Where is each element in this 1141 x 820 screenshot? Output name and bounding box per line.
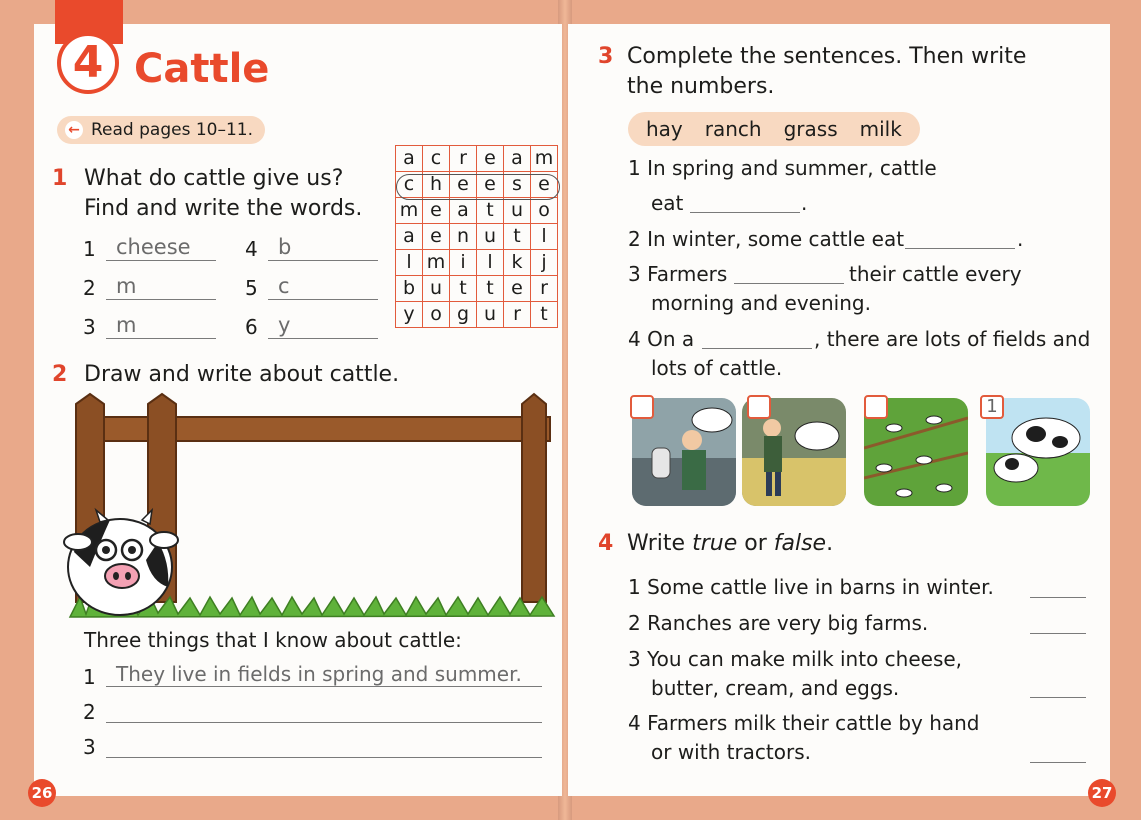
ex3-sentence: eat — [651, 191, 684, 215]
exercise-3-title-line2: the numbers. — [627, 74, 775, 99]
grid-cell: k — [504, 250, 531, 276]
ex4-statement: 4 Farmers milk their cattle by hand — [628, 711, 980, 735]
ex4-title-part: . — [826, 531, 834, 556]
exercise-4-title — [627, 529, 833, 559]
picture-answer-box[interactable]: 1 — [980, 395, 1004, 419]
grid-cell: t — [477, 198, 504, 224]
answer-line — [1030, 597, 1086, 598]
answer-line — [1030, 633, 1086, 634]
ex3-sentence: 4 On a — [628, 327, 695, 351]
grid-cell: a — [396, 224, 423, 250]
three-things-heading: Three things that I know about cattle: — [84, 628, 462, 652]
unit-number: 4 — [72, 37, 104, 88]
grid-row — [396, 198, 558, 224]
grid-cell: u — [477, 224, 504, 250]
ex4-statement: 1 Some cattle live in barns in winter. — [628, 575, 994, 599]
grid-cell: u — [423, 276, 450, 302]
picture-answer-box[interactable] — [630, 395, 654, 419]
grid-cell: e — [504, 276, 531, 302]
grid-row — [396, 224, 558, 250]
picture-answer-box[interactable] — [747, 395, 771, 419]
ex1-item-number: 3 — [83, 315, 96, 339]
answer-line — [106, 757, 542, 758]
ex4-title-false: false — [773, 531, 827, 556]
page-number-right: 27 — [1088, 779, 1116, 807]
grid-cell: r — [531, 276, 558, 302]
ex3-sentence: , there are lots of fields and — [814, 327, 1091, 351]
ex1-answer: m — [116, 313, 137, 337]
grid-cell: l — [396, 250, 423, 276]
unit-title: Cattle — [134, 46, 270, 92]
word-search-grid — [395, 145, 558, 328]
exercise-3-number: 3 — [598, 44, 614, 69]
ex1-answer: m — [116, 274, 137, 298]
unit-number-badge — [57, 32, 119, 94]
ex3-sentence: 3 Farmers — [628, 262, 728, 286]
grid-cell: c — [423, 146, 450, 172]
exercise-3-title-line1: Complete the sentences. Then write — [627, 44, 1027, 69]
grid-cell: o — [423, 302, 450, 328]
answer-line — [702, 348, 812, 349]
grid-cell: e — [450, 172, 477, 198]
answer-line — [734, 283, 844, 284]
picture-answer-box[interactable] — [864, 395, 888, 419]
ex1-answer: c — [278, 274, 290, 298]
answer-line — [106, 722, 542, 723]
grid-cell: m — [531, 146, 558, 172]
ex3-sentence: . — [801, 191, 808, 215]
grid-cell: h — [423, 172, 450, 198]
grid-cell: t — [531, 302, 558, 328]
ex4-statement: 2 Ranches are very big farms. — [628, 611, 929, 635]
grid-cell: e — [423, 198, 450, 224]
ex3-sentence: lots of cattle. — [651, 356, 783, 380]
word-bank-item: hay — [646, 117, 683, 141]
answer-line — [106, 260, 216, 261]
grid-cell: y — [396, 302, 423, 328]
grid-cell: e — [423, 224, 450, 250]
ex3-sentence: 1 In spring and summer, cattle — [628, 156, 937, 180]
answer-line — [1030, 762, 1086, 763]
exercise-2-number: 2 — [52, 362, 68, 387]
grid-cell: m — [396, 198, 423, 224]
word-bank-item: milk — [859, 117, 902, 141]
grid-cell: n — [450, 224, 477, 250]
ex1-item-number: 1 — [83, 237, 96, 261]
grid-cell: t — [504, 224, 531, 250]
ex4-title-part: Write — [627, 531, 693, 556]
ex3-sentence: . — [1017, 227, 1024, 251]
ex1-item-number: 5 — [245, 276, 258, 300]
grid-cell: e — [477, 172, 504, 198]
grid-cell: a — [504, 146, 531, 172]
grid-cell: m — [423, 250, 450, 276]
ex2-line-number: 1 — [83, 665, 96, 689]
grid-cell: j — [531, 250, 558, 276]
ex1-answer: y — [278, 313, 291, 337]
grid-cell: b — [396, 276, 423, 302]
grid-cell: a — [396, 146, 423, 172]
ex2-line-number: 3 — [83, 735, 96, 759]
ex4-statement: butter, cream, and eggs. — [651, 676, 900, 700]
grid-cell: e — [477, 146, 504, 172]
read-pages-label: Read pages 10–11. — [91, 120, 254, 140]
answer-line — [268, 299, 378, 300]
grid-row — [396, 276, 558, 302]
grid-cell: l — [477, 250, 504, 276]
read-pages-pill — [57, 116, 265, 144]
exercise-1-instruction: Find and write the words. — [84, 196, 363, 221]
grid-cell: t — [477, 276, 504, 302]
grid-row — [396, 146, 558, 172]
grid-cell: s — [504, 172, 531, 198]
word-bank-item: grass — [783, 117, 838, 141]
ex2-answer: They live in fields in spring and summer. — [116, 662, 522, 686]
grid-cell: a — [450, 198, 477, 224]
answer-line — [106, 338, 216, 339]
exercise-4-number: 4 — [598, 531, 614, 556]
ex1-answer: cheese — [116, 235, 191, 259]
ex1-answer: b — [278, 235, 292, 259]
ex3-sentence: morning and evening. — [651, 291, 871, 315]
grid-cell: e — [531, 172, 558, 198]
answer-line — [268, 338, 378, 339]
answer-line — [106, 299, 216, 300]
grid-cell: u — [477, 302, 504, 328]
answer-line — [905, 248, 1015, 249]
found-word-circle — [396, 174, 560, 200]
grid-row — [396, 302, 558, 328]
grid-cell: g — [450, 302, 477, 328]
answer-line — [690, 212, 800, 213]
answer-line — [268, 260, 378, 261]
grid-row — [396, 250, 558, 276]
answer-line — [1030, 697, 1086, 698]
ex4-statement: or with tractors. — [651, 740, 811, 764]
ex1-item-number: 6 — [245, 315, 258, 339]
fence-post — [522, 394, 546, 602]
grid-cell: r — [450, 146, 477, 172]
ex1-item-number: 2 — [83, 276, 96, 300]
ex1-item-number: 4 — [245, 237, 258, 261]
exercise-1-number: 1 — [52, 166, 68, 191]
ex4-title-part: or — [737, 531, 774, 556]
grid-cell: r — [504, 302, 531, 328]
grid-cell: u — [504, 198, 531, 224]
ex4-statement: 3 You can make milk into cheese, — [628, 647, 963, 671]
grid-cell: o — [531, 198, 558, 224]
ex3-sentence: 2 In winter, some cattle eat — [628, 227, 905, 251]
arrow-left-icon: ← — [65, 121, 83, 139]
grid-cell: t — [450, 276, 477, 302]
ex4-title-true: true — [692, 531, 738, 556]
answer-line — [106, 686, 542, 687]
grid-cell: l — [531, 224, 558, 250]
grid-cell: i — [450, 250, 477, 276]
grid-cell: c — [396, 172, 423, 198]
word-bank-item: ranch — [704, 117, 762, 141]
ex2-line-number: 2 — [83, 700, 96, 724]
page-number-left: 26 — [28, 779, 56, 807]
exercise-1-question: What do cattle give us? — [84, 166, 344, 191]
fence-illustration — [60, 392, 560, 622]
ex3-sentence: their cattle every — [849, 262, 1022, 286]
exercise-2-title: Draw and write about cattle. — [84, 362, 400, 387]
word-bank — [628, 112, 920, 146]
